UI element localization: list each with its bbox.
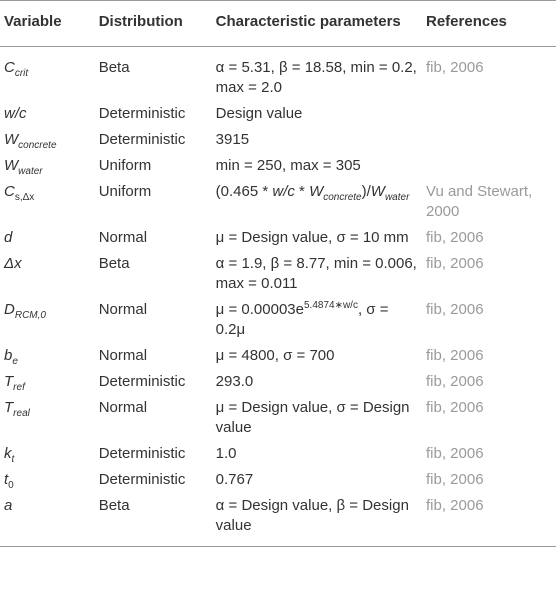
reference-cell [422,153,556,179]
variable-cell [0,251,95,297]
parameters-cell: μ = Design value, σ = Design value [215,399,410,436]
variable-subscript: s,Δx [14,192,35,203]
variable-cell [0,47,95,102]
variable-symbol: D [4,301,15,318]
variable-subscript: e [12,356,18,367]
variable-symbol: Δx [4,255,22,272]
distribution-cell: Beta [95,493,212,547]
parameters-cell: min = 250, max = 305 [215,157,361,174]
reference-cell: fib, 2006 [426,471,484,488]
variable-symbol: d [4,229,13,246]
parameters-cell: α = 5.31, β = 18.58, min = 0.2, max = 2.0 [215,59,417,96]
param-subscript: concrete [323,192,362,203]
distribution-cell: Deterministic [98,445,186,462]
distribution-cell: Normal [98,347,148,364]
param-text: )/ [361,183,371,200]
table-header-row [0,1,556,47]
param-italic: w/c [272,183,295,200]
distribution-cell: Deterministic [98,105,186,122]
variable-symbol: W [4,157,19,174]
variable-symbol: t [4,471,9,488]
distribution-cell: Beta [98,255,130,272]
distribution-cell: Normal [98,301,148,318]
variable-symbol: b [4,347,13,364]
reference-cell: Vu and Stewart, 2000 [426,183,533,220]
distribution-cell: Deterministic [98,373,186,390]
variable-symbol: w/c [4,105,27,122]
param-superscript: 5.4874∗w/c [303,300,358,311]
variable-symbol: C [4,183,15,200]
header-parameters: Characteristic parameters [212,1,422,47]
parameters-cell: α = 1.9, β = 8.77, min = 0.006, max = 0.011 [215,255,417,292]
parameters-cell: μ = Design value, σ = 10 mm [215,229,409,246]
table-row [0,251,556,297]
variable-symbol: T [4,373,14,390]
table-row [0,101,556,127]
reference-cell: fib, 2006 [426,347,484,364]
variable-cell [0,467,95,493]
reference-cell: fib, 2006 [426,255,484,272]
distribution-cell: Beta [98,59,130,76]
header-references: References [422,1,556,47]
variable-subscript: water [18,166,43,177]
parameters-cell: 1.0 [215,445,237,462]
variable-cell [0,441,95,467]
table-row [0,47,556,102]
param-subscript: water [384,192,410,203]
table-row [0,153,556,179]
variable-subscript: concrete [18,140,57,151]
parameters-cell: Design value [215,105,303,122]
parameters-cell: 0.767 [215,471,254,488]
table-row [0,179,556,225]
distribution-cell: Deterministic [98,471,186,488]
distribution-cell: Deterministic [98,131,186,148]
distribution-cell: Normal [98,229,148,246]
table-row [0,127,556,153]
parameters-cell [212,179,422,225]
variable-cell [0,297,95,343]
variable-cell [0,395,95,441]
param-italic: W [370,183,385,200]
param-text: μ = 0.00003e [215,301,304,318]
table-row [0,225,556,251]
distribution-cell: Uniform [98,183,152,200]
variable-cell [0,101,95,127]
param-text: * [294,183,310,200]
variable-cell [0,343,95,369]
table-row [0,441,556,467]
param-text: (0.465 * [215,183,273,200]
variable-subscript: RCM,0 [14,310,46,321]
distribution-cell: Uniform [98,157,152,174]
variable-subscript: real [13,408,30,419]
parameters-cell: α = Design value, β = Design value [212,493,422,547]
variable-symbol: k [4,445,12,462]
parameters-cell [212,297,422,343]
variable-subscript: crit [14,68,29,79]
reference-cell [422,127,556,153]
parameters-cell: μ = 4800, σ = 700 [215,347,335,364]
variable-subscript: ref [13,382,25,393]
variable-cell [0,493,95,547]
reference-cell: fib, 2006 [426,229,484,246]
reference-cell [422,101,556,127]
parameters-cell: 3915 [215,131,250,148]
header-distribution: Distribution [95,1,212,47]
variable-cell [0,225,95,251]
variable-symbol: C [4,59,15,76]
param-text: , σ = 0.2μ [215,301,389,338]
variable-cell [0,127,95,153]
variable-symbol: a [4,497,13,514]
reference-cell: fib, 2006 [426,373,484,390]
parameters-cell: 293.0 [215,373,254,390]
param-italic: W [309,183,324,200]
variable-cell [0,369,95,395]
reference-cell: fib, 2006 [426,59,484,76]
table-row [0,395,556,441]
reference-cell: fib, 2006 [426,399,484,416]
variable-cell [0,179,95,225]
variable-subscript: 0 [8,480,14,491]
variable-symbol: W [4,131,19,148]
table-row [0,343,556,369]
table-row [0,369,556,395]
table-row [0,493,556,547]
distribution-cell: Normal [98,399,148,416]
table-row [0,467,556,493]
variable-cell [0,153,95,179]
reference-cell: fib, 2006 [426,445,484,462]
reference-cell: fib, 2006 [422,493,556,547]
variable-symbol: T [4,399,14,416]
reference-cell: fib, 2006 [426,301,484,318]
header-variable: Variable [0,1,95,47]
variable-subscript: t [11,454,15,465]
table-row [0,297,556,343]
